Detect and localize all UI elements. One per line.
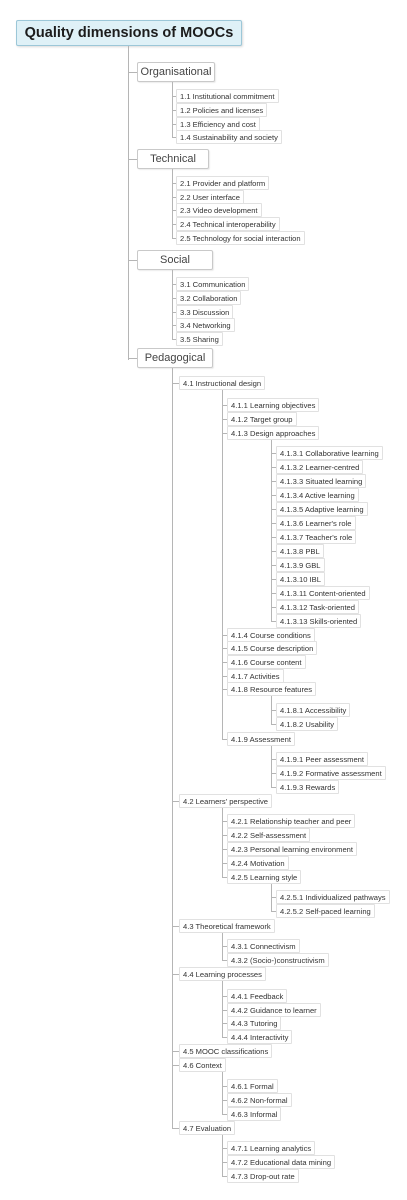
leaf-node[interactable]: 3.5 Sharing bbox=[176, 332, 223, 346]
subsection-node[interactable]: 4.2.4 Motivation bbox=[227, 856, 289, 870]
subsection-node[interactable]: 4.1.5 Course description bbox=[227, 641, 317, 655]
leaf-node[interactable]: 3.1 Communication bbox=[176, 277, 249, 291]
subsection-node[interactable]: 4.2.1 Relationship teacher and peer bbox=[227, 814, 355, 828]
subsection-node[interactable]: 4.2.5.1 Individualized pathways bbox=[276, 890, 390, 904]
connector-line bbox=[222, 808, 223, 878]
leaf-node[interactable]: 2.3 Video development bbox=[176, 203, 262, 217]
subsection-node[interactable]: 4.3.2 (Socio-)constructivism bbox=[227, 953, 329, 967]
leaf-node[interactable]: 1.4 Sustainability and society bbox=[176, 130, 282, 144]
subsection-node[interactable]: 4.1.3.7 Teacher's role bbox=[276, 530, 356, 544]
section-node[interactable]: 4.5 MOOC classifications bbox=[179, 1044, 272, 1058]
branch-node[interactable]: Social bbox=[137, 250, 213, 270]
branch-node[interactable]: Technical bbox=[137, 149, 209, 169]
connector-line bbox=[222, 1135, 223, 1177]
section-node[interactable]: 4.7 Evaluation bbox=[179, 1121, 235, 1135]
connector-line bbox=[172, 926, 179, 927]
leaf-node[interactable]: 2.1 Provider and platform bbox=[176, 176, 269, 190]
leaf-node[interactable]: 3.4 Networking bbox=[176, 318, 235, 332]
subsection-node[interactable]: 4.4.3 Tutoring bbox=[227, 1016, 281, 1030]
subsection-node[interactable]: 4.7.1 Learning analytics bbox=[227, 1141, 315, 1155]
connector-line bbox=[222, 981, 223, 1038]
subsection-node[interactable]: 4.1.3.8 PBL bbox=[276, 544, 324, 558]
subsection-node[interactable]: 4.1.3.12 Task-oriented bbox=[276, 600, 359, 614]
subsection-node[interactable]: 4.1.8.2 Usability bbox=[276, 717, 338, 731]
leaf-node[interactable]: 3.2 Collaboration bbox=[176, 291, 241, 305]
section-node[interactable]: 4.3 Theoretical framework bbox=[179, 919, 275, 933]
connector-line bbox=[172, 169, 173, 238]
connector-line bbox=[172, 368, 173, 1129]
subsection-node[interactable]: 4.1.9.3 Rewards bbox=[276, 780, 339, 794]
connector-line bbox=[172, 801, 179, 802]
leaf-node[interactable]: 1.3 Efficiency and cost bbox=[176, 117, 260, 131]
leaf-node[interactable]: 3.3 Discussion bbox=[176, 305, 233, 319]
subsection-node[interactable]: 4.1.3.2 Learner-centred bbox=[276, 460, 363, 474]
subsection-node[interactable]: 4.6.2 Non-formal bbox=[227, 1093, 292, 1107]
branch-node[interactable]: Organisational bbox=[137, 62, 215, 82]
subsection-node[interactable]: 4.6.3 Informal bbox=[227, 1107, 281, 1121]
subsection-node[interactable]: 4.1.3.6 Learner's role bbox=[276, 516, 356, 530]
connector-line bbox=[128, 159, 137, 160]
connector-line bbox=[172, 270, 173, 339]
subsection-node[interactable]: 4.1.9 Assessment bbox=[227, 732, 295, 746]
subsection-node[interactable]: 4.1.3.3 Situated learning bbox=[276, 474, 366, 488]
leaf-node[interactable]: 2.2 User interface bbox=[176, 190, 244, 204]
section-node[interactable]: 4.6 Context bbox=[179, 1058, 226, 1072]
subsection-node[interactable]: 4.1.3.11 Content-oriented bbox=[276, 586, 370, 600]
subsection-node[interactable]: 4.2.5 Learning style bbox=[227, 870, 301, 884]
subsection-node[interactable]: 4.1.3 Design approaches bbox=[227, 426, 319, 440]
connector-line bbox=[271, 440, 272, 622]
subsection-node[interactable]: 4.1.3.13 Skills-oriented bbox=[276, 614, 361, 628]
subsection-node[interactable]: 4.2.3 Personal learning environment bbox=[227, 842, 357, 856]
subsection-node[interactable]: 4.4.4 Interactivity bbox=[227, 1030, 292, 1044]
subsection-node[interactable]: 4.1.1 Learning objectives bbox=[227, 398, 319, 412]
root-node[interactable]: Quality dimensions of MOOCs bbox=[16, 20, 242, 46]
leaf-node[interactable]: 2.5 Technology for social interaction bbox=[176, 231, 305, 245]
connector-line bbox=[172, 383, 179, 384]
section-node[interactable]: 4.2 Learners' perspective bbox=[179, 794, 272, 808]
connector-line bbox=[128, 72, 137, 73]
subsection-node[interactable]: 4.1.3.4 Active learning bbox=[276, 488, 359, 502]
subsection-node[interactable]: 4.1.4 Course conditions bbox=[227, 628, 315, 642]
connector-line bbox=[128, 46, 129, 360]
subsection-node[interactable]: 4.1.7 Activities bbox=[227, 669, 284, 683]
connector-line bbox=[271, 696, 272, 725]
subsection-node[interactable]: 4.4.1 Feedback bbox=[227, 989, 287, 1003]
subsection-node[interactable]: 4.1.3.5 Adaptive learning bbox=[276, 502, 368, 516]
connector-line bbox=[172, 1065, 179, 1066]
subsection-node[interactable]: 4.1.9.1 Peer assessment bbox=[276, 752, 368, 766]
connector-line bbox=[172, 974, 179, 975]
leaf-node[interactable]: 1.1 Institutional commitment bbox=[176, 89, 279, 103]
leaf-node[interactable]: 2.4 Technical interoperability bbox=[176, 217, 280, 231]
connector-line bbox=[128, 260, 137, 261]
subsection-node[interactable]: 4.1.2 Target group bbox=[227, 412, 297, 426]
connector-line bbox=[128, 358, 137, 359]
connector-line bbox=[172, 1128, 179, 1129]
subsection-node[interactable]: 4.1.9.2 Formative assessment bbox=[276, 766, 386, 780]
leaf-node[interactable]: 1.2 Policies and licenses bbox=[176, 103, 267, 117]
subsection-node[interactable]: 4.1.3.9 GBL bbox=[276, 558, 325, 572]
subsection-node[interactable]: 4.1.8.1 Accessibility bbox=[276, 703, 350, 717]
subsection-node[interactable]: 4.2.5.2 Self-paced learning bbox=[276, 904, 375, 918]
section-node[interactable]: 4.1 Instructional design bbox=[179, 376, 265, 390]
subsection-node[interactable]: 4.1.3.1 Collaborative learning bbox=[276, 446, 383, 460]
connector-line bbox=[271, 746, 272, 788]
subsection-node[interactable]: 4.7.2 Educational data mining bbox=[227, 1155, 335, 1169]
subsection-node[interactable]: 4.4.2 Guidance to learner bbox=[227, 1003, 321, 1017]
subsection-node[interactable]: 4.2.2 Self-assessment bbox=[227, 828, 310, 842]
connector-line bbox=[271, 884, 272, 912]
subsection-node[interactable]: 4.3.1 Connectivism bbox=[227, 939, 300, 953]
connector-line bbox=[222, 390, 223, 740]
connector-line bbox=[222, 933, 223, 961]
section-node[interactable]: 4.4 Learning processes bbox=[179, 967, 266, 981]
branch-node[interactable]: Pedagogical bbox=[137, 348, 213, 368]
connector-line bbox=[172, 1051, 179, 1052]
subsection-node[interactable]: 4.1.8 Resource features bbox=[227, 682, 316, 696]
subsection-node[interactable]: 4.7.3 Drop-out rate bbox=[227, 1169, 299, 1183]
connector-line bbox=[222, 1072, 223, 1115]
subsection-node[interactable]: 4.1.6 Course content bbox=[227, 655, 306, 669]
subsection-node[interactable]: 4.6.1 Formal bbox=[227, 1079, 278, 1093]
subsection-node[interactable]: 4.1.3.10 IBL bbox=[276, 572, 325, 586]
